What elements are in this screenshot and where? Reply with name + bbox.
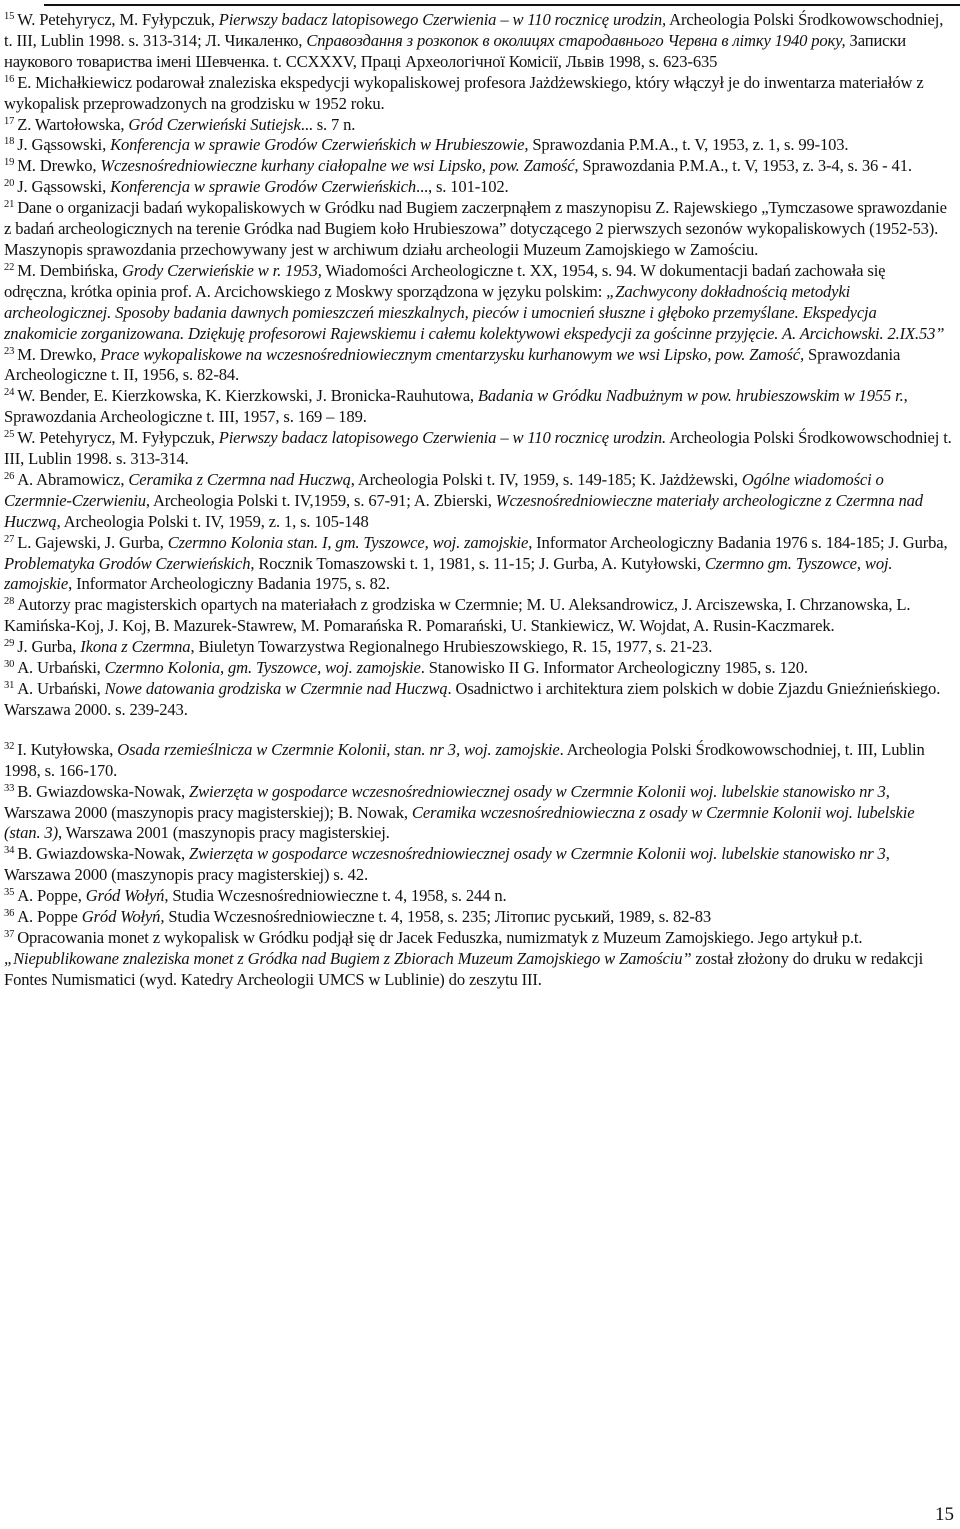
footnote-italic-text: Ikona z Czermna bbox=[80, 637, 191, 657]
footnote-number: 26 bbox=[4, 470, 15, 482]
footnote bbox=[4, 386, 952, 428]
footnote-number: 21 bbox=[4, 199, 15, 211]
footnote-text: B. Gwiazdowska-Nowak, bbox=[17, 844, 190, 864]
footnote bbox=[4, 782, 952, 845]
footnote-number: 15 bbox=[4, 11, 15, 22]
footnote-text: Autorzy prac magisterskich opartych na materiałach z grodziska w Czermnie; M. U. Aleksandrowicz, J. Arciszewska, I. Chrzanowska, L. Kamińska-Koj, J. Koj, B. Mazurek-Stawrew, M. Pomarańska R. Pomarański, U. Stankiewicz, W. Wojdat, A. Rusin-Kaczmarek. bbox=[4, 595, 911, 636]
footnote-number: 32 bbox=[4, 740, 15, 752]
footnote-text: A. Urbański, bbox=[17, 679, 105, 698]
footnote bbox=[4, 886, 952, 907]
footnote bbox=[4, 261, 952, 345]
footnote bbox=[4, 10, 952, 73]
footnote-italic-text: Справоздання з розкопок в околицях стародавнього Червна в літку 1940 року, bbox=[306, 30, 846, 50]
footnote-number: 29 bbox=[4, 638, 15, 650]
footnote-text: A. Poppe bbox=[17, 907, 82, 927]
footnote-number: 30 bbox=[4, 659, 15, 671]
footnote bbox=[4, 156, 952, 177]
footnote-text: , Biuletyn Towarzystwa Regionalnego Hrubieszowskiego, R. 15, 1977, s. 21-23. bbox=[190, 637, 713, 657]
footnote-text: Sprawozdania Archeologiczne t. II, 1956, s. 82-84. bbox=[4, 344, 901, 385]
footnote-text: J. Gurba, bbox=[17, 637, 81, 657]
footnote bbox=[4, 428, 952, 470]
footnotes-list bbox=[4, 10, 952, 991]
footnote-text: Sprawozdania P.M.A., t. V, 1953, z. 1, s. 99-103. bbox=[528, 135, 849, 155]
footnote-text: Archeologia Polski Środkowowschodniej t. III, Lublin 1998. s. 313-314. bbox=[4, 428, 952, 469]
footnote bbox=[4, 740, 952, 782]
footnote bbox=[4, 679, 952, 721]
footnote-italic-text: Gród Czerwieński Sutiejsk bbox=[128, 114, 301, 134]
footnote-italic-text: Pierwszy badacz latopisowego Czerwienia – w 110 rocznicę urodzin, bbox=[218, 10, 667, 29]
footnote-text: , Warszawa 2001 (maszynopis pracy magisterskiej. bbox=[57, 823, 390, 843]
footnote bbox=[4, 533, 952, 596]
footnote bbox=[4, 135, 952, 156]
footnote-italic-text: Osada rzemieślnicza w Czermnie Kolonii, stan. nr 3, woj. zamojskie bbox=[117, 739, 560, 759]
footnote-number: 20 bbox=[4, 178, 15, 190]
footnote bbox=[4, 595, 952, 637]
footnote-italic-text: Czermno Kolonia, gm. Tyszowce, woj. zamojskie bbox=[104, 658, 421, 678]
footnote-italic-text: „Zachwycony dokładnością metodyki archeologicznej. Sposoby badania dawnych pomieszczeń mieszkalnych, pieców i umocnień słuszne i głęboko przemyślane. Ekspedycja znakomicie zorganizowana. Dziękuję profesorowi Rajewskiemu i całemu kolektywowi ekspedycji za gościnne przyjęcie. A. Arcichowski. 2.IX.53” bbox=[4, 281, 945, 343]
footnote-text: Z. Wartołowska, bbox=[17, 114, 129, 134]
page-number: 15 bbox=[935, 1504, 954, 1525]
footnote-text: W. Bender, E. Kierzkowska, K. Kierzkowski, J. Bronicka-Rauhutowa, bbox=[17, 386, 478, 406]
footnote-text: J. Gąssowski, bbox=[17, 177, 111, 197]
footnote-text: W. Petehyrycz, M. Fyłypczuk, bbox=[17, 428, 219, 448]
footnote bbox=[4, 470, 952, 533]
footnote-number: 34 bbox=[4, 845, 15, 857]
footnote-text: I. Kutyłowska, bbox=[17, 739, 118, 759]
footnote-italic-text: Zwierzęta w gospodarce wczesnośredniowiecznej osady w Czermnie Kolonii woj. lubelskie stanowisko nr 3 bbox=[189, 844, 886, 864]
footnote-italic-text: Grody Czerwieńskie w r. 1953, bbox=[122, 260, 322, 280]
footnote-text: , Archeologia Polski t. IV, 1959, s. 149-185; K. Jażdżewski, bbox=[350, 469, 742, 489]
footnote-text: Opracowania monet z wykopalisk w Gródku podjął się dr Jacek Feduszka, numizmatyk z Muzeum Zamojskiego. Jego artykuł p.t. bbox=[17, 927, 863, 947]
footnote-italic-text: Ogólne wiadomości o Czermnie-Czerwieniu bbox=[4, 469, 884, 510]
footnote-italic-text: Ceramika wczesnośredniowieczna z osady w Czermnie Kolonii woj. lubelskie (stan. 3) bbox=[4, 802, 915, 843]
footnote-text: ..., s. 101-102. bbox=[415, 177, 509, 197]
footnote-number: 37 bbox=[4, 928, 15, 940]
footnote bbox=[4, 907, 952, 928]
footnote-text: Записки наукового товариства імені Шевченка. t. CCXXXV, Праці Археологічної Комісії, Львів 1998, s. 623-635 bbox=[4, 30, 907, 71]
footnote-text: , Warszawa 2000 (maszynopis pracy magisterskiej) s. 42. bbox=[4, 844, 890, 885]
footnote-text: . Stanowisko II G. Informator Archeologiczny 1985, s. 120. bbox=[420, 658, 808, 678]
footnote-text: . Archeologia Polski Środkowowschodniej, t. III, Lublin 1998, s. 166-170. bbox=[4, 739, 925, 780]
footnote-text: , Informator Archeologiczny Badania 1976 s. 184-185; J. Gurba, bbox=[528, 532, 948, 552]
footnote-number: 31 bbox=[4, 680, 15, 691]
footnote-number: 28 bbox=[4, 596, 15, 608]
footnote-text: , Studia Wczesnośredniowieczne t. 4, 1958, s. 244 n. bbox=[164, 886, 507, 906]
footnote-number: 35 bbox=[4, 887, 15, 899]
footnote-text: , Archeologia Polski t. IV, 1959, z. 1, s. 105-148 bbox=[56, 511, 369, 531]
footnote-italic-text: Badania w Gródku Nadbużnym w pow. hrubieszowskim w 1955 r. bbox=[477, 386, 904, 406]
footnote-text: B. Gwiazdowska-Nowak, bbox=[17, 781, 190, 801]
footnote-italic-text: Zwierzęta w gospodarce wczesnośredniowiecznej osady w Czermnie Kolonii woj. lubelskie stanowisko nr 3 bbox=[189, 781, 886, 801]
footnote-number: 19 bbox=[4, 157, 15, 169]
footnote-number: 33 bbox=[4, 782, 15, 794]
footnote-text: , Rocznik Tomaszowski t. 1, 1981, s. 11-15; J. Gurba, A. Kutyłowski, bbox=[250, 553, 705, 573]
footnote-italic-text: Konferencja w sprawie Grodów Czerwieńskich bbox=[110, 177, 416, 197]
footnote-text: A. Poppe, bbox=[17, 886, 86, 906]
footnote-text: został złożony do druku w redakcji Fontes Numismatici (wyd. Katedry Archeologii UMCS w Lublinie) do zeszytu III. bbox=[4, 948, 924, 989]
footnote bbox=[4, 73, 952, 115]
footnote-number: 18 bbox=[4, 136, 15, 148]
footnote-text: M. Dembińska, bbox=[17, 260, 123, 280]
footnote-text: Sprawozdania P.M.A., t. V, 1953, z. 3-4, s. 36 - 41. bbox=[578, 156, 912, 176]
footnote-italic-text: Czermno Kolonia stan. I, gm. Tyszowce, woj. zamojskie bbox=[167, 532, 529, 552]
footnote-text: , Sprawozdania Archeologiczne t. III, 1957, s. 169 – 189. bbox=[4, 386, 908, 427]
footnote-number: 27 bbox=[4, 533, 15, 545]
footnote-number: 22 bbox=[4, 261, 15, 273]
footnote-text: ... s. 7 n. bbox=[300, 114, 356, 134]
footnote-separator-rule bbox=[44, 4, 960, 6]
footnote-text: W. Petehyrycz, M. Fyłypczuk, bbox=[17, 10, 219, 29]
footnote bbox=[4, 198, 952, 261]
footnote-text: Archeologia Polski Środkowowschodniej, t. III, Lublin 1998. s. 313-314; Л. Чикаленко, bbox=[4, 10, 944, 50]
footnote-italic-text: Wczesnośredniowieczne materiały archeologiczne z Czermna nad Huczwą bbox=[4, 490, 923, 531]
footnote-text: , Warszawa 2000 (maszynopis pracy magisterskiej); B. Nowak, bbox=[4, 781, 890, 822]
footnote bbox=[4, 658, 952, 679]
footnote-number: 24 bbox=[4, 387, 15, 399]
footnote-number: 16 bbox=[4, 73, 15, 85]
footnote-italic-text: Nowe datowania grodziska w Czermnie nad Huczwą bbox=[104, 679, 448, 698]
footnote-number: 17 bbox=[4, 115, 15, 127]
footnote-text: E. Michałkiewicz podarował znaleziska ekspedycji wykopaliskowej profesora Jażdżewskiego, który włączył je do inwentarza materiałów z wykopalisk przeprowadzonych na grodzisku w 1952 roku. bbox=[4, 72, 924, 113]
footnote-number: 36 bbox=[4, 908, 15, 920]
footnote-text: Wiadomości Archeologiczne t. XX, 1954, s. 94. W dokumentacji badań zachowała się odręczna, krótka opinia prof. A. Arcichowskiego z Moskwy sporządzona w języku polskim: bbox=[4, 260, 886, 301]
footnote-italic-text: Czermno gm. Tyszowce, woj. zamojskie bbox=[4, 553, 893, 594]
footnote-text: . Osadnictwo i architektura ziem polskich w dobie Zjazdu Gnieźnieńskiego. Warszawa 2000. s. 239-243. bbox=[4, 679, 941, 719]
footnote-text: M. Drewko, bbox=[17, 344, 101, 364]
footnote-text: , Archeologia Polski t. IV,1959, s. 67-91; A. Zbierski, bbox=[145, 490, 496, 510]
footnote-italic-text: Konferencja w sprawie Grodów Czerwieńskich w Hrubieszowie, bbox=[110, 135, 529, 155]
footnote-text: J. Gąssowski, bbox=[17, 135, 111, 155]
footnote-italic-text: Pierwszy badacz latopisowego Czerwienia – w 110 rocznicę urodzin. bbox=[218, 428, 667, 448]
footnote-number: 23 bbox=[4, 345, 15, 357]
footnote-text: A. Abramowicz, bbox=[17, 469, 129, 489]
footnote-italic-text: Ceramika z Czermna nad Huczwą bbox=[128, 469, 351, 489]
footnote-text: Studia Wczesnośredniowieczne t. 4, 1958, s. 235; Літопис руський, 1989, s. 82-83 bbox=[164, 907, 711, 927]
footnote-italic-text: Problematyka Grodów Czerwieńskich bbox=[4, 553, 251, 573]
footnote-text: , Informator Archeologiczny Badania 1975, s. 82. bbox=[68, 574, 390, 594]
footnote-italic-text: „Niepublikowane znaleziska monet z Gródka nad Bugiem z Zbiorach Muzeum Zamojskiego w Zamościu” bbox=[4, 948, 692, 968]
footnote-italic-text: Gród Wołyń bbox=[85, 886, 165, 906]
footnote-text: M. Drewko, bbox=[17, 156, 101, 176]
footnote-text: A. Urbański, bbox=[17, 658, 105, 678]
footnote-italic-text: Gród Wołyń, bbox=[81, 907, 165, 927]
footnote-number: 25 bbox=[4, 429, 15, 441]
footnote-italic-text: Wczesnośredniowieczne kurhany ciałopalne we wsi Lipsko, pow. Zamość, bbox=[100, 156, 579, 176]
footnote bbox=[4, 177, 952, 198]
footnote bbox=[4, 637, 952, 658]
footnote bbox=[4, 844, 952, 886]
footnote bbox=[4, 115, 952, 136]
footnote-text: Dane o organizacji badań wykopaliskowych w Gródku nad Bugiem zaczerpnąłem z maszynopisu Z. Rajewskiego „Tymczasowe sprawozdanie z badań archeologicznych na terenie Gródka nad Bugiem koło Hrubieszowa” dotyczącego 2 pierwszych sezonów wykopaliskowych (1952-53). Maszynopis sprawozdania przechowywany jest w archiwum działu archeologii Muzeum Zamojskiego w Zamościu. bbox=[4, 198, 947, 259]
footnote bbox=[4, 345, 952, 387]
footnote bbox=[4, 928, 952, 991]
footnote-text: L. Gajewski, J. Gurba, bbox=[17, 532, 168, 552]
footnote-italic-text: Prace wykopaliskowe na wczesnośredniowiecznym cmentarzysku kurhanowym we wsi Lipsko, pow. Zamość, bbox=[100, 344, 805, 364]
